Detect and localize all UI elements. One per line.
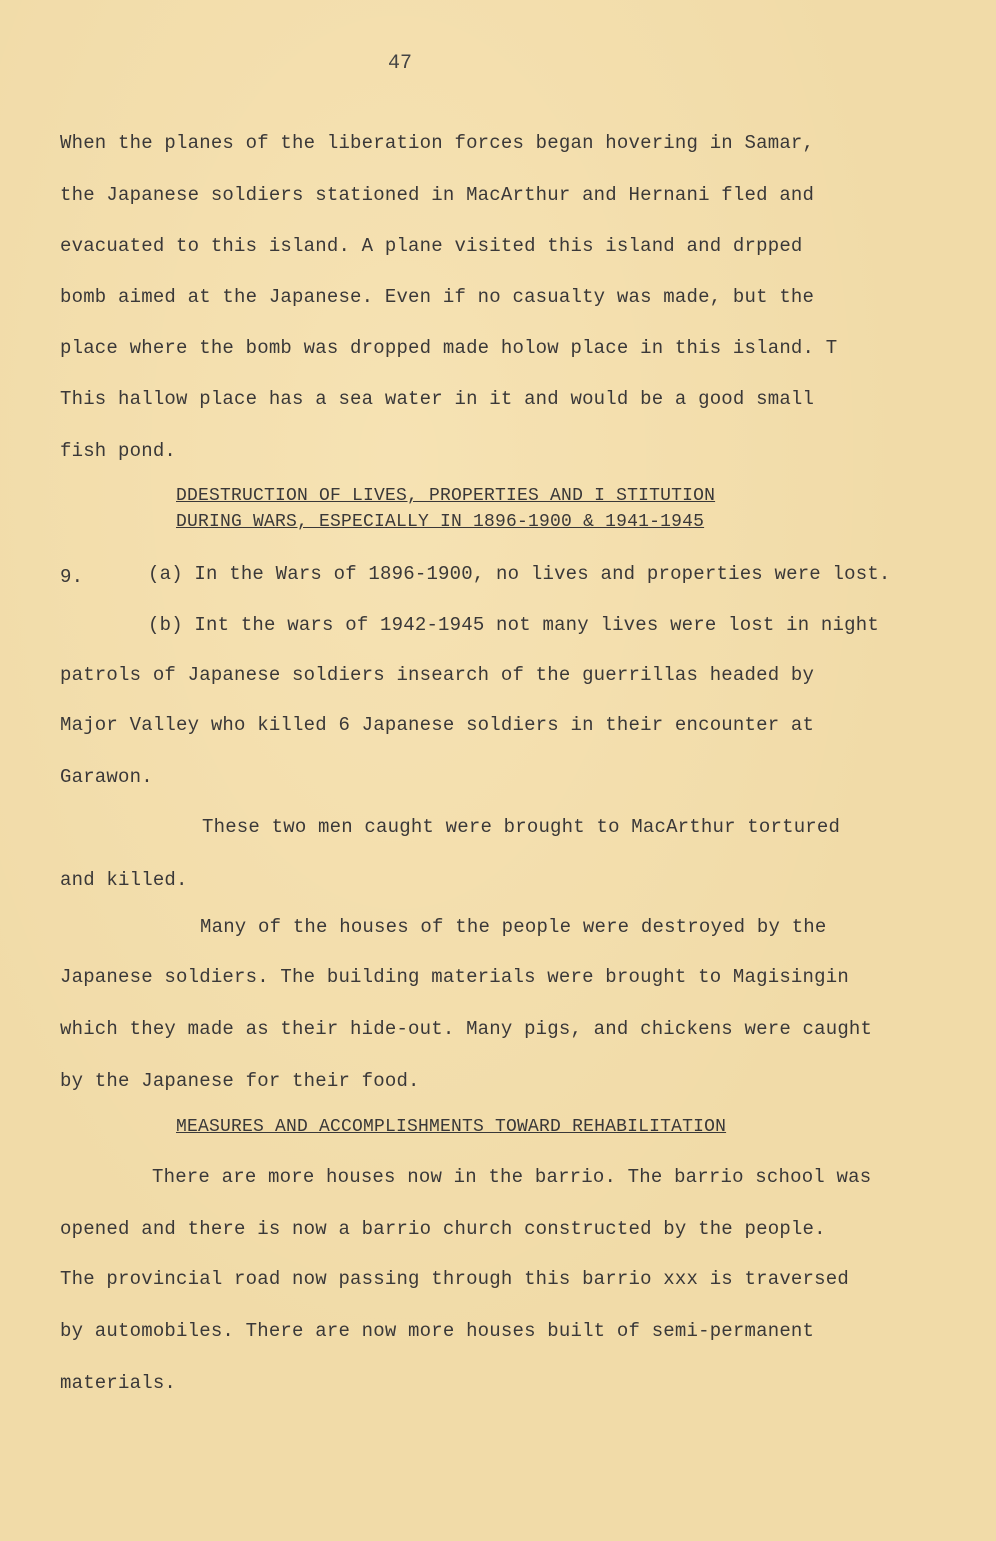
paragraph-3-line: Japanese soldiers. The building materials were brought to Magisingin xyxy=(60,966,849,988)
item-number: 9. xyxy=(60,566,84,588)
section-heading-destruction: DURING WARS, ESPECIALLY IN 1896-1900 & 1941-1945 xyxy=(176,512,705,532)
paragraph-1-line: evacuated to this island. A plane visited this island and drpped xyxy=(60,235,803,257)
paragraph-2-line: These two men caught were brought to MacArthur tortured xyxy=(202,816,841,838)
paragraph-1-line: When the planes of the liberation forces began hovering in Samar, xyxy=(60,132,815,154)
paragraph-3-line: which they made as their hide-out. Many pigs, and chickens were caught xyxy=(60,1018,873,1040)
paragraph-1-line: This hallow place has a sea water in it and would be a good small xyxy=(60,388,815,410)
paragraph-1-line: place where the bomb was dropped made holow place in this island. T xyxy=(60,337,838,359)
paragraph-4-line: There are more houses now in the barrio. The barrio school was xyxy=(152,1166,872,1188)
page-number: 47 xyxy=(388,52,413,75)
section-heading-destruction: DDESTRUCTION OF LIVES, PROPERTIES AND I STITUTION xyxy=(176,486,716,506)
paragraph-4-line: opened and there is now a barrio church constructed by the people. xyxy=(60,1218,826,1240)
item-9a: (a) In the Wars of 1896-1900, no lives and properties were lost. xyxy=(148,563,891,585)
item-9b-line: (b) Int the wars of 1942-1945 not many lives were lost in night xyxy=(148,614,879,636)
paragraph-4-line: by automobiles. There are now more houses built of semi-permanent xyxy=(60,1320,815,1342)
paragraph-1-line: bomb aimed at the Japanese. Even if no casualty was made, but the xyxy=(60,286,815,308)
paragraph-1-line: the Japanese soldiers stationed in MacArthur and Hernani fled and xyxy=(60,184,815,206)
paragraph-4-line: materials. xyxy=(60,1372,177,1394)
paragraph-3-line: by the Japanese for their food. xyxy=(60,1070,420,1092)
paragraph-2-line: and killed. xyxy=(60,869,188,891)
item-9b-line: patrols of Japanese soldiers insearch of the guerrillas headed by xyxy=(60,664,815,686)
paragraph-4-line: The provincial road now passing through this barrio xxx is traversed xyxy=(60,1268,849,1290)
paragraph-3-line: Many of the houses of the people were destroyed by the xyxy=(200,916,827,938)
item-9b-line: Garawon. xyxy=(60,766,153,788)
paragraph-1-line: fish pond. xyxy=(60,440,177,462)
section-heading-rehabilitation: MEASURES AND ACCOMPLISHMENTS TOWARD REHABILITATION xyxy=(176,1117,727,1137)
item-9b-line: Major Valley who killed 6 Japanese soldiers in their encounter at xyxy=(60,714,815,736)
